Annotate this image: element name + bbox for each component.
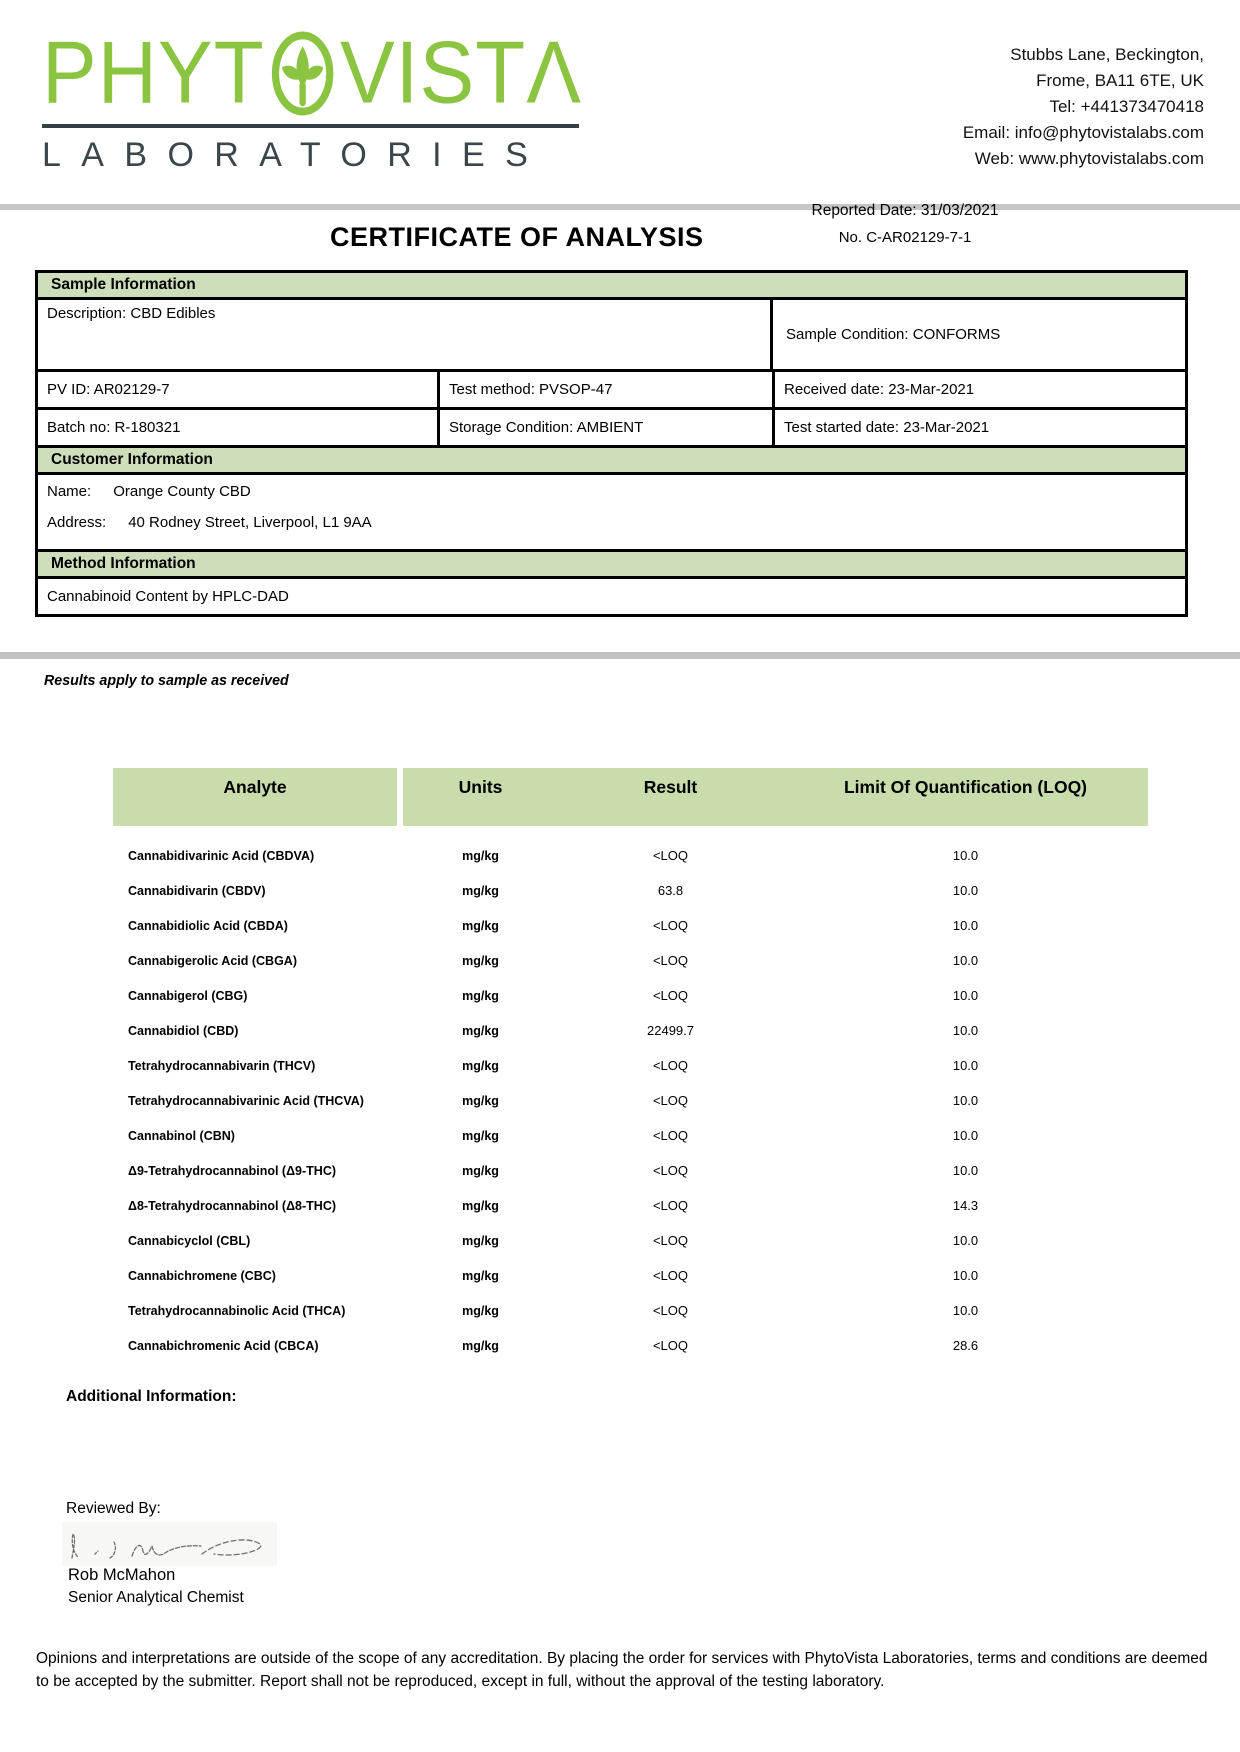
analyte-cell: Cannabidiolic Acid (CBDA) [128, 918, 288, 933]
result-cell: <LOQ [652, 1163, 689, 1178]
table-row [113, 908, 1148, 943]
address-line: Tel: +441373470418 [1049, 97, 1204, 116]
storage-condition-cell: Storage Condition: AMBIENT [440, 410, 775, 445]
test-started-date-cell: Test started date: 23-Mar-2021 [784, 419, 990, 436]
results-table-header [113, 768, 1148, 826]
table-row [113, 1083, 1148, 1118]
analyte-cell: Tetrahydrocannabivarinic Acid (THCVA) [128, 1093, 364, 1108]
loq-cell: 10.0 [952, 953, 979, 968]
logo-text-left: PHYT [42, 23, 265, 123]
customer-address-value: 40 Rodney Street, Liverpool, L1 9AA [128, 514, 372, 531]
logo-divider [42, 124, 579, 128]
result-cell: <LOQ [652, 848, 689, 863]
result-cell: <LOQ [652, 988, 689, 1003]
address-line: Web: www.phytovistalabs.com [974, 149, 1204, 168]
units-cell: mg/kg [462, 1023, 499, 1038]
batch-no-cell: Batch no: R-180321 [38, 410, 440, 445]
logo-subtitle: LABORATORIES [42, 136, 549, 174]
lab-address [963, 42, 1204, 172]
method-information-header: Method Information [38, 552, 1185, 579]
result-cell: <LOQ [652, 1128, 689, 1143]
analyte-cell: Tetrahydrocannabivarin (THCV) [128, 1058, 316, 1073]
analyte-cell: Cannabinol (CBN) [128, 1128, 235, 1143]
company-logo [42, 23, 582, 175]
result-cell: <LOQ [652, 953, 689, 968]
table-row [113, 1188, 1148, 1223]
description-row [38, 300, 1185, 372]
pv-id-cell: PV ID: AR02129-7 [38, 372, 440, 407]
reviewed-by-label: Reviewed By: [66, 1500, 161, 1517]
table-row [113, 1328, 1148, 1363]
reported-date: Reported Date: 31/03/2021 [811, 202, 999, 219]
analyte-cell: Cannabidivarin (CBDV) [128, 883, 266, 898]
analyte-cell: Cannabigerolic Acid (CBGA) [128, 953, 297, 968]
result-cell: <LOQ [652, 918, 689, 933]
test-method-cell: Test method: PVSOP-47 [440, 372, 775, 407]
table-row [113, 1118, 1148, 1153]
units-column-header: Units [403, 768, 558, 826]
loq-cell: 10.0 [952, 988, 979, 1003]
logo-wordmark [42, 23, 582, 123]
batch-row [38, 410, 1185, 448]
analyte-cell: Tetrahydrocannabinolic Acid (THCA) [128, 1303, 346, 1318]
units-cell: mg/kg [462, 1303, 499, 1318]
analyte-cell: Cannabigerol (CBG) [128, 988, 248, 1003]
units-cell: mg/kg [462, 918, 499, 933]
table-row [113, 873, 1148, 908]
table-row [113, 1048, 1148, 1083]
results-table-body [113, 838, 1148, 1363]
description-cell: Description: CBD Edibles [38, 300, 773, 369]
loq-cell: 10.0 [952, 883, 979, 898]
reviewer-name: Rob McMahon [68, 1566, 176, 1584]
section-divider-bar [0, 652, 1240, 659]
customer-address-line [38, 514, 1185, 531]
address-line: Frome, BA11 6TE, UK [1036, 71, 1204, 90]
analyte-cell: Cannabidivarinic Acid (CBDVA) [128, 848, 315, 863]
customer-name-label: Name: [47, 483, 92, 500]
result-cell: <LOQ [652, 1268, 689, 1283]
table-row [113, 1293, 1148, 1328]
received-date-cell: Received date: 23-Mar-2021 [784, 381, 975, 398]
loq-column-header: Limit Of Quantification (LOQ) [783, 768, 1148, 826]
signature-image [62, 1522, 277, 1566]
analyte-cell: Cannabichromene (CBC) [128, 1268, 276, 1283]
analyte-cell: Δ8-Tetrahydrocannabinol (Δ8-THC) [128, 1198, 337, 1213]
units-cell: mg/kg [462, 1198, 499, 1213]
customer-address-label: Address: [47, 514, 107, 531]
loq-cell: 14.3 [952, 1198, 979, 1213]
result-cell: <LOQ [652, 1058, 689, 1073]
loq-cell: 10.0 [952, 1058, 979, 1073]
result-cell: <LOQ [652, 1093, 689, 1108]
result-cell: <LOQ [652, 1233, 689, 1248]
units-cell: mg/kg [462, 1233, 499, 1248]
units-cell: mg/kg [462, 1058, 499, 1073]
result-cell: <LOQ [652, 1338, 689, 1353]
result-cell: 63.8 [657, 883, 684, 898]
loq-cell: 10.0 [952, 1163, 979, 1178]
loq-cell: 10.0 [952, 1303, 979, 1318]
table-row [113, 978, 1148, 1013]
results-note: Results apply to sample as received [44, 672, 289, 689]
analyte-column-header: Analyte [113, 768, 403, 826]
logo-text-right: VISTΛ [339, 23, 582, 123]
loq-cell: 10.0 [952, 918, 979, 933]
report-number: No. C-AR02129-7-1 [838, 229, 972, 246]
loq-cell: 10.0 [952, 1268, 979, 1283]
address-line: Stubbs Lane, Beckington, [1010, 45, 1204, 64]
units-cell: mg/kg [462, 1128, 499, 1143]
analyte-cell: Δ9-Tetrahydrocannabinol (Δ9-THC) [128, 1163, 337, 1178]
loq-cell: 28.6 [952, 1338, 979, 1353]
units-cell: mg/kg [462, 1268, 499, 1283]
units-cell: mg/kg [462, 1093, 499, 1108]
analyte-cell: Cannabidiol (CBD) [128, 1023, 239, 1038]
customer-name-value: Orange County CBD [113, 483, 251, 500]
pv-id-row [38, 372, 1185, 410]
loq-cell: 10.0 [952, 848, 979, 863]
units-cell: mg/kg [462, 848, 499, 863]
table-row [113, 1223, 1148, 1258]
table-row [113, 838, 1148, 873]
units-cell: mg/kg [462, 988, 499, 1003]
result-cell: <LOQ [652, 1198, 689, 1213]
result-cell: <LOQ [652, 1303, 689, 1318]
loq-cell: 10.0 [952, 1233, 979, 1248]
table-row [113, 943, 1148, 978]
loq-cell: 10.0 [952, 1093, 979, 1108]
page-title: CERTIFICATE OF ANALYSIS [330, 222, 704, 252]
customer-cell [38, 475, 1185, 552]
result-cell: 22499.7 [647, 1023, 694, 1038]
units-cell: mg/kg [462, 953, 499, 968]
result-column-header: Result [558, 768, 783, 826]
reviewer-role: Senior Analytical Chemist [68, 1589, 244, 1606]
results-table [113, 768, 1148, 1363]
loq-cell: 10.0 [952, 1023, 979, 1038]
units-cell: mg/kg [462, 1163, 499, 1178]
disclaimer-text: Opinions and interpretations are outside of the scope of any accreditation. By placing the order for services with PhytoVista Laboratories, terms and conditions are deemed to be accepted by the submitter. Report shall not be reproduced, except in full, without the approval of the testing laboratory. [36, 1650, 1208, 1690]
table-row [113, 1013, 1148, 1048]
sample-condition-cell: Sample Condition: CONFORMS [786, 326, 1001, 343]
analyte-cell: Cannabichromenic Acid (CBCA) [128, 1338, 319, 1353]
units-cell: mg/kg [462, 883, 499, 898]
loq-cell: 10.0 [952, 1128, 979, 1143]
sample-information-header: Sample Information [38, 273, 1185, 300]
address-line: Email: info@phytovistalabs.com [962, 123, 1204, 142]
table-row [113, 1258, 1148, 1293]
customer-information-header: Customer Information [38, 448, 1185, 475]
method-cell: Cannabinoid Content by HPLC-DAD [47, 588, 289, 605]
analyte-cell: Cannabicyclol (CBL) [128, 1233, 251, 1248]
leaf-icon [271, 26, 334, 121]
signature-scribble [62, 1522, 277, 1566]
additional-information-label: Additional Information: [66, 1388, 237, 1405]
units-cell: mg/kg [462, 1338, 499, 1353]
table-row [113, 1153, 1148, 1188]
customer-name-line [38, 483, 1185, 500]
info-tables [35, 270, 1188, 617]
